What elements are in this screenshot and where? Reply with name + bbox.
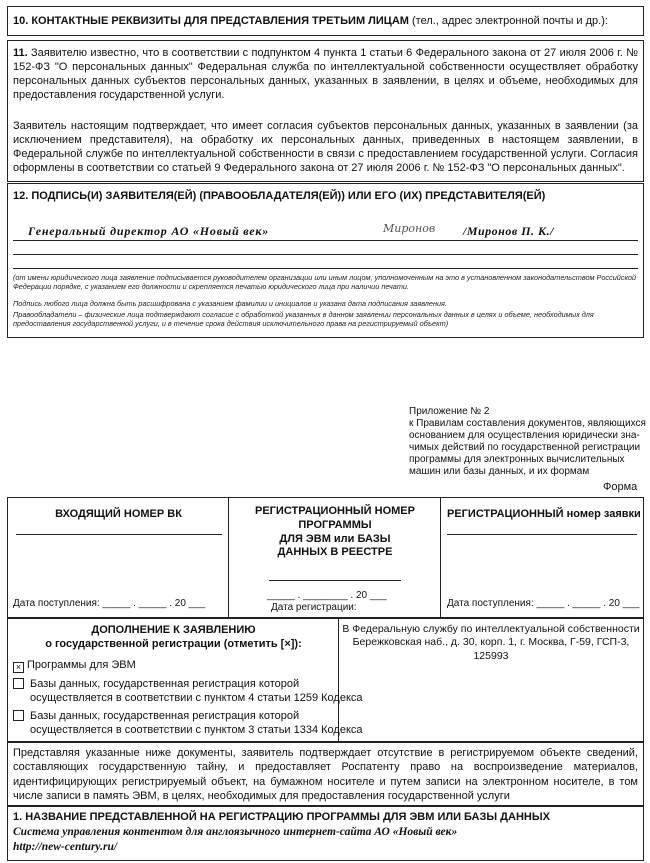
registry-title-line-1: РЕГИСТРАЦИОННЫЙ НОМЕР bbox=[255, 505, 415, 517]
appendix-line-4: чимых действий по государственной регистрации bbox=[409, 442, 641, 453]
section-11-number: 11. bbox=[13, 47, 28, 59]
addendum-cell bbox=[8, 619, 363, 741]
option-programs[interactable] bbox=[13, 658, 136, 673]
program-name-value: Система управления контентом для англоязычного интернет-сайта АО «Новый век» bbox=[13, 826, 458, 838]
program-url-value: http://new-century.ru/ bbox=[13, 841, 118, 853]
signature-note-2: Подпись любого лица должна быть расшифрована с указанием фамилии и инициалов и указана дата подписания заявления. bbox=[13, 299, 447, 308]
registry-number-title bbox=[229, 505, 441, 560]
section-1-title: 1. НАЗВАНИЕ ПРЕДСТАВЛЕННОЙ НА РЕГИСТРАЦИЮ ПРОГРАММЫ ДЛЯ ЭВМ ИЛИ БАЗЫ ДАННЫХ bbox=[13, 811, 550, 823]
checkbox-database-1334[interactable] bbox=[13, 710, 24, 721]
appendix-line-1: Приложение № 2 bbox=[409, 406, 490, 417]
registry-number-cell bbox=[229, 498, 441, 617]
section-10-note: (тел., адрес электронной почты и др.): bbox=[412, 15, 608, 27]
section-12-title: 12. ПОДПИСЬ(И) ЗАЯВИТЕЛЯ(ЕЙ) (ПРАВООБЛАДАТЕЛЯ(ЕЙ)) ИЛИ ЕГО (ИХ) ПРЕДСТАВИТЕЛЯ(ЕЙ) bbox=[13, 190, 546, 202]
application-date-label: Дата поступления: _____ . _____ . 20 ___ bbox=[447, 598, 640, 609]
appendix-line-6: машин или базы данных, и их формам bbox=[409, 466, 590, 477]
signature-note-1: (от имени юридического лица заявление подписывается руководителем организации или иным лицом, уполномоченным на это в установленном законодательством Российской Федерации порядке, с указанием его должности и скрепляется печатью юридического лица при наличии печати. bbox=[13, 273, 637, 292]
section-11-box bbox=[7, 40, 644, 182]
registry-title-line-3: ДЛЯ ЭВМ или БАЗЫ bbox=[279, 532, 391, 545]
registry-date-value: _____ . ________ . 20 ___ bbox=[267, 590, 387, 601]
registry-date-label: Дата регистрации: bbox=[271, 602, 357, 613]
recipient-line-1: В Федеральную службу по интеллектуальной собственности bbox=[342, 623, 640, 635]
registry-title-line-4: ДАННЫХ В РЕЕСТРЕ bbox=[277, 546, 393, 559]
incoming-number-line bbox=[16, 534, 222, 535]
section-12-box bbox=[7, 183, 644, 338]
application-number-title: РЕГИСТРАЦИОННЫЙ номер заявки bbox=[447, 508, 641, 520]
incoming-number-title: ВХОДЯЩИЙ НОМЕР ВК bbox=[55, 508, 182, 520]
option-programs-label: Программы для ЭВМ bbox=[27, 659, 136, 671]
registry-title-line-2: ПРОГРАММЫ bbox=[298, 518, 372, 531]
form-label: Форма bbox=[603, 481, 638, 493]
recipient-cell bbox=[339, 623, 643, 663]
signature-line-1 bbox=[13, 240, 638, 241]
option-database-1259-label bbox=[13, 677, 363, 705]
registration-row bbox=[7, 497, 644, 618]
handwritten-signature: Миронов bbox=[383, 222, 436, 235]
section-10-header bbox=[13, 14, 638, 28]
section-11-text-1: Заявителю известно, что в соответствии с подпунктом 4 пункта 1 статьи 6 Федерального закона от 27 июля 2006 г. № 152-ФЗ "О персональных данных" Федеральная служба по интеллектуальной собственности осуществляет обработку персональных данных субъектов персональных данных, указанных в заявлении, в целях и объеме, необходимых для предоставления государственной услуги. bbox=[13, 47, 638, 102]
appendix-line-5: программы для электронных вычислительных bbox=[409, 454, 625, 465]
addendum-title-line-2: о государственной регистрации (отметить [×]): bbox=[45, 638, 302, 651]
option-database-1334[interactable] bbox=[13, 709, 363, 737]
recipient-line-3: 125993 bbox=[473, 649, 509, 662]
section-10-title: 10. КОНТАКТНЫЕ РЕКВИЗИТЫ ДЛЯ ПРЕДСТАВЛЕНИЯ ТРЕТЬИМ ЛИЦАМ bbox=[13, 15, 409, 27]
declaration-text: Представляя указанные ниже документы, заявитель подтверждает отсутствие в регистрируемом объекте сведений, составляющих государственную тайну, и предоставляет Роспатенту право на воспроизведение материалов, идентифицирующих регистрируемый объект, на бумажном носителе и путем записи на электронном носителе, в том числе записи в память ЭВМ, в целях, необходимых для предоставления государственной услуги bbox=[13, 747, 638, 802]
registry-number-line bbox=[269, 580, 401, 581]
addendum-title-line-1: ДОПОЛНЕНИЕ К ЗАЯВЛЕНИЮ bbox=[91, 624, 256, 636]
recipient-line-2: Бережковская наб., д. 30, корп. 1, г. Москва, Г-59, ГСП-3, bbox=[352, 636, 630, 649]
addendum-row bbox=[7, 618, 644, 742]
appendix-line-2: к Правилам составления документов, являющихся bbox=[409, 418, 646, 429]
declaration-box bbox=[7, 742, 644, 806]
addendum-title bbox=[8, 623, 339, 651]
signature-line-2 bbox=[13, 254, 638, 255]
option-database-1334-line-2: осуществляется в соответствии с пунктом 3 статьи 1334 Кодекса bbox=[30, 724, 363, 737]
section-10-box bbox=[7, 6, 644, 36]
option-database-1259-line-1: Базы данных, государственная регистрация которой bbox=[30, 678, 300, 690]
signature-note-3: Правообладатели – физические лица подтверждают согласие с обработкой указанных в данном заявлении персональных данных в целях и объеме, необходимых для предоставления государственной услуги, и в течение срока действия исключительного права на регистрируемый объект) bbox=[13, 310, 594, 329]
signer-position: Генеральный директор АО «Новый век» bbox=[28, 224, 270, 238]
appendix-line-3: основанием для осуществления юридически зна- bbox=[409, 430, 640, 441]
application-number-cell bbox=[441, 498, 643, 617]
option-database-1259-line-2: осуществляется в соответствии с пунктом 4 статьи 1259 Кодекса bbox=[30, 692, 363, 705]
incoming-date-label: Дата поступления: _____ . _____ . 20 ___ bbox=[13, 598, 206, 609]
section-11-paragraph-2: Заявитель настоящим подтверждает, что имеет согласия субъектов персональных данных, указанных в заявлении (за исключением представителя), на обработку их персональных данных, приведенных в настоящем заявлении, в Федеральной службе по интеллектуальной собственности в связи с предоставлением государственной услуги. Согласия оформлены в соответствии со статьей 9 Федерального закона от 27 июля 2006 г. № 152-ФЗ "О персональных данных". bbox=[13, 120, 638, 175]
option-database-1334-label bbox=[13, 709, 363, 737]
application-number-line bbox=[447, 534, 637, 535]
incoming-number-cell bbox=[8, 498, 229, 617]
appendix-note bbox=[409, 406, 649, 478]
section-11-paragraph-1 bbox=[13, 46, 638, 102]
checkbox-database-1259[interactable] bbox=[13, 678, 24, 689]
checkbox-programs[interactable]: × bbox=[13, 662, 24, 673]
signer-name: /Миронов П. К./ bbox=[463, 224, 555, 238]
option-database-1334-line-1: Базы данных, государственная регистрация которой bbox=[30, 710, 300, 722]
option-database-1259[interactable] bbox=[13, 677, 363, 705]
signature-line-3 bbox=[13, 268, 638, 269]
section-1-box bbox=[7, 806, 644, 861]
